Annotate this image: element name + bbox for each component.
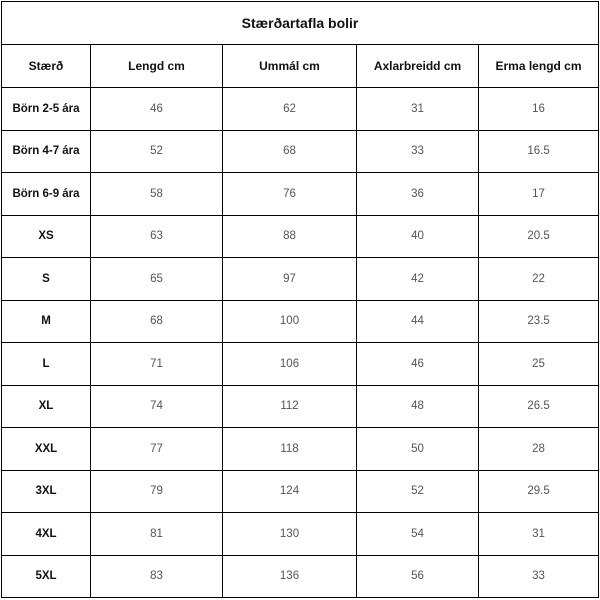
cell-shoulder: 46 bbox=[357, 343, 479, 386]
table-row bbox=[2, 130, 599, 173]
cell-sleeve: 26.5 bbox=[479, 385, 599, 428]
cell-size: XS bbox=[2, 215, 91, 258]
cell-sleeve: 25 bbox=[479, 343, 599, 386]
cell-size: 5XL bbox=[2, 555, 91, 598]
cell-sleeve: 33 bbox=[479, 555, 599, 598]
header-chest: Ummál cm bbox=[223, 45, 357, 88]
cell-sleeve: 28 bbox=[479, 428, 599, 471]
cell-shoulder: 48 bbox=[357, 385, 479, 428]
table-title: Stærðartafla bolir bbox=[2, 2, 599, 45]
cell-length: 58 bbox=[91, 173, 223, 216]
table-row bbox=[2, 555, 599, 598]
table-row bbox=[2, 470, 599, 513]
cell-shoulder: 52 bbox=[357, 470, 479, 513]
table-row bbox=[2, 513, 599, 556]
header-size: Stærð bbox=[2, 45, 91, 88]
table-row bbox=[2, 300, 599, 343]
cell-chest: 68 bbox=[223, 130, 357, 173]
cell-sleeve: 16.5 bbox=[479, 130, 599, 173]
cell-shoulder: 44 bbox=[357, 300, 479, 343]
cell-size: XXL bbox=[2, 428, 91, 471]
table-body bbox=[2, 88, 599, 598]
cell-chest: 62 bbox=[223, 88, 357, 131]
cell-length: 46 bbox=[91, 88, 223, 131]
cell-shoulder: 31 bbox=[357, 88, 479, 131]
cell-chest: 112 bbox=[223, 385, 357, 428]
cell-sleeve: 22 bbox=[479, 258, 599, 301]
cell-shoulder: 56 bbox=[357, 555, 479, 598]
table-row bbox=[2, 88, 599, 131]
cell-size: L bbox=[2, 343, 91, 386]
header-shoulder: Axlarbreidd cm bbox=[357, 45, 479, 88]
cell-length: 81 bbox=[91, 513, 223, 556]
cell-size: M bbox=[2, 300, 91, 343]
cell-shoulder: 33 bbox=[357, 130, 479, 173]
cell-sleeve: 29.5 bbox=[479, 470, 599, 513]
cell-sleeve: 16 bbox=[479, 88, 599, 131]
cell-chest: 118 bbox=[223, 428, 357, 471]
table-row bbox=[2, 343, 599, 386]
cell-size: 3XL bbox=[2, 470, 91, 513]
cell-length: 52 bbox=[91, 130, 223, 173]
cell-size: Börn 2-5 ára bbox=[2, 88, 91, 131]
table-row bbox=[2, 258, 599, 301]
cell-length: 74 bbox=[91, 385, 223, 428]
cell-chest: 106 bbox=[223, 343, 357, 386]
cell-chest: 130 bbox=[223, 513, 357, 556]
cell-shoulder: 40 bbox=[357, 215, 479, 258]
cell-size: S bbox=[2, 258, 91, 301]
cell-length: 68 bbox=[91, 300, 223, 343]
size-chart-table bbox=[1, 1, 599, 598]
cell-length: 79 bbox=[91, 470, 223, 513]
header-sleeve: Erma lengd cm bbox=[479, 45, 599, 88]
header-length: Lengd cm bbox=[91, 45, 223, 88]
table-row bbox=[2, 173, 599, 216]
cell-shoulder: 50 bbox=[357, 428, 479, 471]
cell-chest: 76 bbox=[223, 173, 357, 216]
cell-chest: 100 bbox=[223, 300, 357, 343]
cell-sleeve: 31 bbox=[479, 513, 599, 556]
cell-length: 71 bbox=[91, 343, 223, 386]
cell-length: 65 bbox=[91, 258, 223, 301]
cell-length: 63 bbox=[91, 215, 223, 258]
cell-chest: 97 bbox=[223, 258, 357, 301]
cell-chest: 136 bbox=[223, 555, 357, 598]
table-row bbox=[2, 215, 599, 258]
cell-length: 77 bbox=[91, 428, 223, 471]
table-row bbox=[2, 385, 599, 428]
cell-shoulder: 36 bbox=[357, 173, 479, 216]
cell-size: Börn 6-9 ára bbox=[2, 173, 91, 216]
cell-size: Börn 4-7 ára bbox=[2, 130, 91, 173]
table-row bbox=[2, 428, 599, 471]
cell-sleeve: 20.5 bbox=[479, 215, 599, 258]
cell-length: 83 bbox=[91, 555, 223, 598]
cell-sleeve: 17 bbox=[479, 173, 599, 216]
cell-chest: 88 bbox=[223, 215, 357, 258]
cell-shoulder: 54 bbox=[357, 513, 479, 556]
cell-shoulder: 42 bbox=[357, 258, 479, 301]
cell-sleeve: 23.5 bbox=[479, 300, 599, 343]
cell-chest: 124 bbox=[223, 470, 357, 513]
cell-size: 4XL bbox=[2, 513, 91, 556]
cell-size: XL bbox=[2, 385, 91, 428]
